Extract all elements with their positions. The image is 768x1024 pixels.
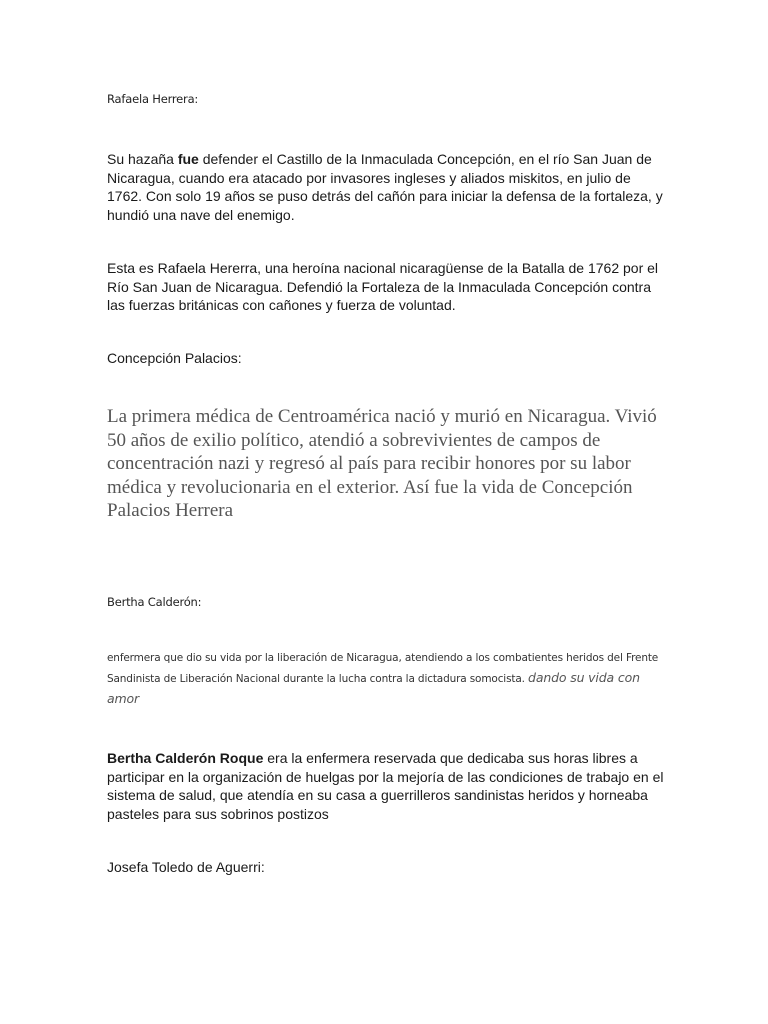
italic-phrase: dando su vida con amor: [107, 670, 640, 706]
bold-word-fue: fue: [177, 151, 199, 167]
heading-bertha-calderon: Bertha Calderón:: [107, 595, 202, 609]
text-run: defender el Castillo de la Inmaculada Concepción, en el río San Juan de Nicaragua, cuando era atacado por invasores ingleses y aliados miskitos, en julio de 1762. Con solo 19 años se puso detrás del cañón para iniciar la defensa de la fortaleza, y hundió una nave del enemigo.: [107, 151, 663, 223]
paragraph-bertha-calderon-roque: [107, 749, 667, 823]
bold-name-bertha: Bertha Calderón Roque: [107, 750, 264, 766]
text-run: enfermera que dio su vida por la liberación de Nicaragua, atendiendo a los combatientes heridos del Frente Sandinista de Liberación Nacional durante la lucha contra la dictadura somocista.: [107, 652, 659, 685]
heading-rafaela-herrera: Rafaela Herrera:: [107, 92, 199, 106]
heading-concepcion-palacios: Concepción Palacios:: [107, 350, 242, 366]
text-run: era la enfermera reservada que dedicaba sus horas libres a participar en la organización de huelgas por la mejoría de las condiciones de trabajo en el sistema de salud, que atendía en su casa a guerrilleros sandinistas heridos y horneaba pasteles para sus sobrinos postizos: [107, 750, 664, 822]
paragraph-bertha-enfermera: [107, 649, 667, 710]
paragraph-rafaela-hazana: [107, 150, 667, 224]
paragraph-rafaela-heroina: Esta es Rafaela Hererra, una heroína nacional nicaragüense de la Batalla de 1762 por el Río San Juan de Nicaragua. Defendió la Fortaleza de la Inmaculada Concepción contra las fuerzas británicas con cañones y fuerza de voluntad.: [107, 260, 659, 313]
text-run: Su hazaña: [107, 151, 178, 167]
heading-josefa-toledo: Josefa Toledo de Aguerri:: [107, 859, 265, 875]
paragraph-concepcion-palacios: La primera médica de Centroamérica nació y murió en Nicaragua. Vivió 50 años de exilio político, atendió a sobrevivientes de campos de concentración nazi y regresó al país para recibir honores por su labor médica y revolucionaria en el exterior. Así fue la vida de Concepción Palacios Herrera: [107, 406, 657, 521]
